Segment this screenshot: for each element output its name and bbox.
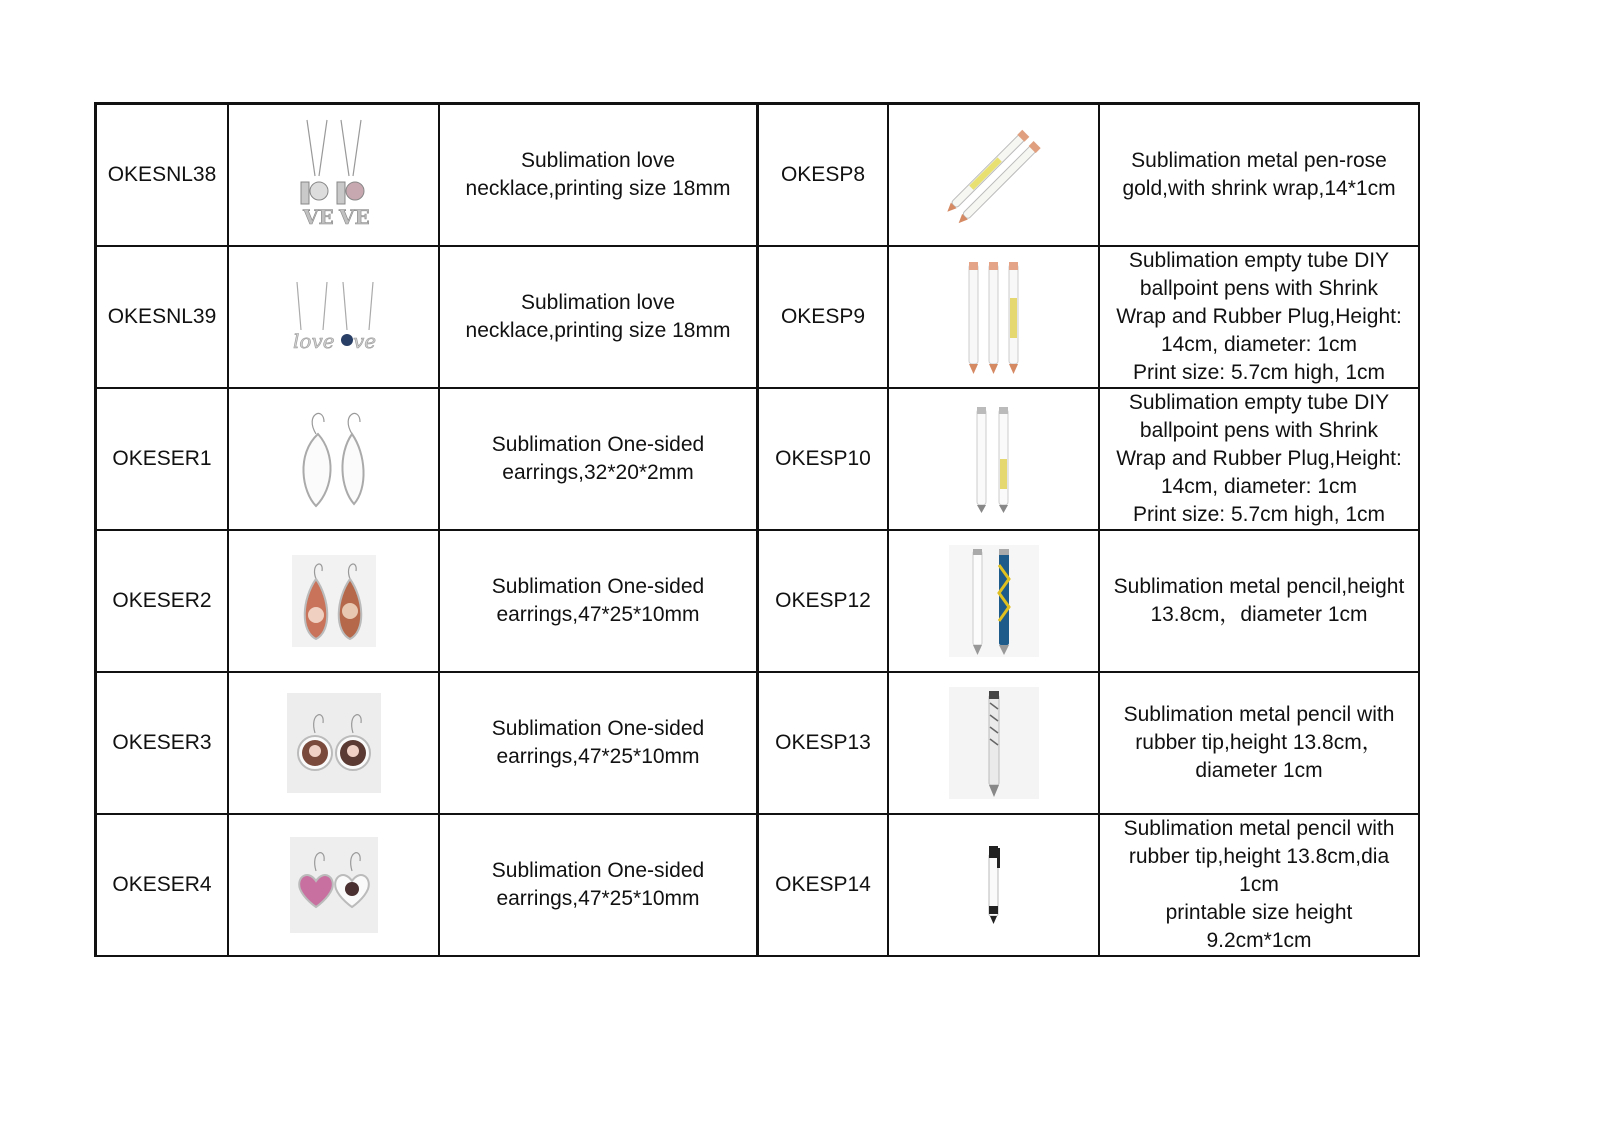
product-code: OKESP8 [758,104,889,247]
product-description: Sublimation One-sided earrings,47*25*10mm [439,814,758,956]
product-image-cell [888,388,1099,530]
product-image-cell [228,814,439,956]
product-code: OKESP13 [758,672,889,814]
product-image-cell [888,814,1099,956]
product-description: Sublimation One-sided earrings,32*20*2mm [439,388,758,530]
product-code: OKESNL38 [96,104,229,247]
silver-pens-image [969,403,1019,515]
table-row [96,814,1420,956]
round-photo-earrings-image [287,693,381,793]
product-description: Sublimation metal pencil with rubber tip,height 13.8cm,dia 1cm printable size height 9.2cm*1cm [1099,814,1419,956]
product-code: OKESP14 [758,814,889,956]
product-code: OKESER3 [96,672,229,814]
product-image-cell [228,530,439,672]
table-row [96,672,1420,814]
teardrop-photo-earrings-image [292,555,376,647]
product-image-cell [228,246,439,388]
product-image-cell [228,388,439,530]
love-necklace-image [279,116,389,234]
product-description: Sublimation metal pencil,height 13.8cm，diameter 1cm [1099,530,1419,672]
love-script-necklace-image [279,272,389,362]
product-image-cell [228,104,439,247]
table-row [96,104,1420,247]
rose-gold-pens-image [939,120,1049,230]
table-row [96,388,1420,530]
product-description: Sublimation love necklace,printing size 18mm [439,246,758,388]
product-code: OKESER4 [96,814,229,956]
product-description: Sublimation One-sided earrings,47*25*10mm [439,672,758,814]
product-image-cell [888,246,1099,388]
product-image-cell [888,530,1099,672]
product-code: OKESER1 [96,388,229,530]
heart-photo-earrings-image [290,837,378,933]
product-code: OKESER2 [96,530,229,672]
product-description: Sublimation love necklace,printing size 18mm [439,104,758,247]
product-image-cell [228,672,439,814]
svg-text:VE: VE [302,205,334,229]
product-code: OKESP12 [758,530,889,672]
product-code: OKESP10 [758,388,889,530]
pencil-with-rubber-tip-image [949,687,1039,799]
svg-text:ve: ve [352,329,376,353]
product-image-cell [888,104,1099,247]
svg-text:love: love [292,329,335,353]
svg-text:VE: VE [338,205,370,229]
product-description: Sublimation metal pencil with rubber tip,height 13.8cm， diameter 1cm [1099,672,1419,814]
product-description: Sublimation One-sided earrings,47*25*10mm [439,530,758,672]
product-description: Sublimation empty tube DIY ballpoint pens with Shrink Wrap and Rubber Plug,Height: 14cm, diameter: 1cm Print size: 5.7cm high, 1cm [1099,246,1419,388]
product-description: Sublimation empty tube DIY ballpoint pens with Shrink Wrap and Rubber Plug,Height: 14cm, diameter: 1cm Print size: 5.7cm high, 1cm [1099,388,1419,530]
product-image-cell [888,672,1099,814]
product-code: OKESNL39 [96,246,229,388]
black-white-pen-image [979,844,1009,926]
table-row [96,246,1420,388]
metal-pencils-image [949,545,1039,657]
product-description: Sublimation metal pen-rose gold,with shrink wrap,14*1cm [1099,104,1419,247]
three-rose-gold-pens-image [959,258,1029,376]
product-code: OKESP9 [758,246,889,388]
leaf-earrings-image [294,404,374,514]
product-catalog-table [94,102,1420,957]
table-row [96,530,1420,672]
